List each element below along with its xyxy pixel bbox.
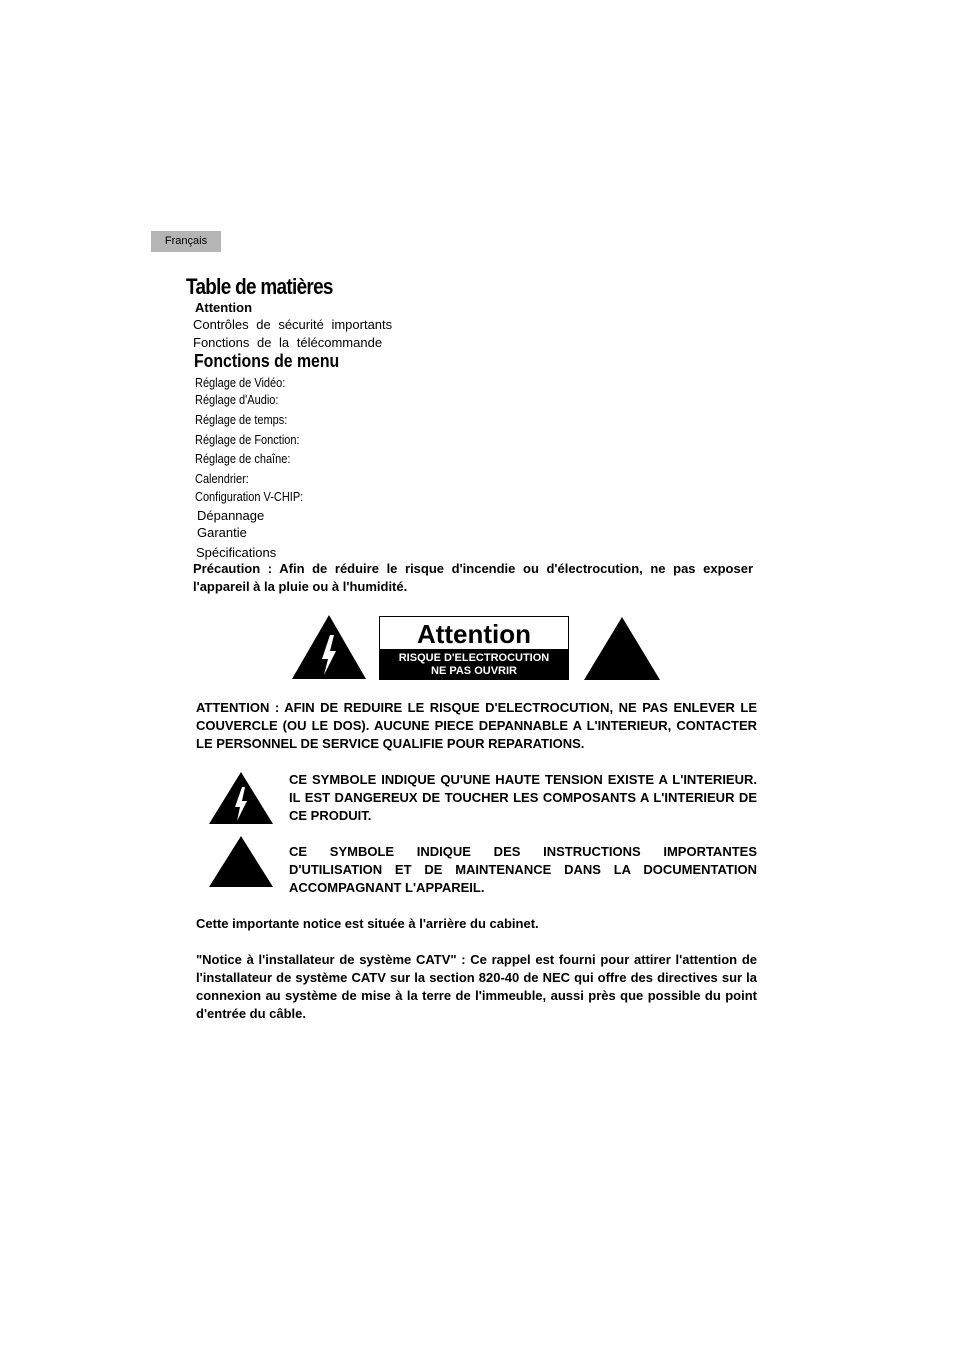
attention-label-band xyxy=(380,649,568,680)
toc-menu-item: Configuration V-CHIP: xyxy=(195,490,304,504)
notice-location-text: Cette importante notice est située à l'arrière du cabinet. xyxy=(196,916,539,931)
voltage-symbol-text: CE SYMBOLE INDIQUE QU'UNE HAUTE TENSION EXISTE A L'INTERIEUR. IL EST DANGEREUX DE TOUCHER LES COMPOSANTS A L'INTERIEUR DE CE PRODUIT. xyxy=(289,772,757,823)
warning-triangle-icon xyxy=(582,615,662,682)
toc-menu-item: Réglage de Fonction: xyxy=(195,433,300,447)
language-tab: Français xyxy=(151,231,221,252)
warning-paragraph: ATTENTION : AFIN DE REDUIRE LE RISQUE D'ELECTROCUTION, NE PAS ENLEVER LE COUVERCLE (OU LE DOS). AUCUNE PIECE DEPANNABLE A L'INTERIEUR, CONTACTER LE PERSONNEL DE SERVICE QUALIFIE POUR REPARATIONS. xyxy=(196,700,757,751)
precaution-text: Précaution : Afin de réduire le risque d'incendie ou d'électrocution, ne pas exposer l'appareil à la pluie ou à l'humidité. xyxy=(193,561,753,594)
toc-item-attention: Attention xyxy=(195,300,253,315)
toc-menu-item: Réglage de Vidéo: xyxy=(195,376,286,390)
toc-menu-item: Réglage de temps: xyxy=(195,413,288,427)
toc-menu-item: Réglage d'Audio: xyxy=(195,393,279,407)
toc-menu-heading: Fonctions de menu xyxy=(194,351,340,371)
toc-item-specs: Spécifications xyxy=(196,545,277,560)
toc-menu-item: Réglage de chaîne: xyxy=(195,452,291,466)
lightning-symbol-icon xyxy=(208,771,274,825)
attention-label xyxy=(379,616,569,680)
lightning-triangle-icon xyxy=(290,613,368,681)
toc-item-remote: Fonctions de la télécommande xyxy=(193,335,383,350)
attention-label-line2: NE PAS OUVRIR xyxy=(431,665,517,677)
instructions-symbol-text: CE SYMBOLE INDIQUE DES INSTRUCTIONS IMPORTANTES D'UTILISATION ET DE MAINTENANCE DANS LA DOCUMENTATION ACCOMPAGNANT L'APPAREIL. xyxy=(289,844,757,895)
exclamation-symbol-icon xyxy=(208,835,274,888)
attention-label-line1: RISQUE D'ELECTROCUTION xyxy=(398,652,550,664)
toc-item-safety: Contrôles de sécurité importants xyxy=(193,317,393,332)
catv-notice-text: "Notice à l'installateur de système CATV" : Ce rappel est fourni pour attirer l'attention de l'installateur de système CATV sur la section 820-40 de NEC qui offre des directives sur la connexion au système de mise à la terre de l'immeuble, aussi près que possible du point d'entrée du câble. xyxy=(196,952,757,1021)
toc-title: Table de matières xyxy=(186,274,333,299)
attention-label-title: Attention xyxy=(416,619,532,649)
toc-item-troubleshooting: Dépannage xyxy=(197,508,265,523)
toc-item-warranty: Garantie xyxy=(197,525,247,540)
toc-menu-item: Calendrier: xyxy=(195,472,249,486)
